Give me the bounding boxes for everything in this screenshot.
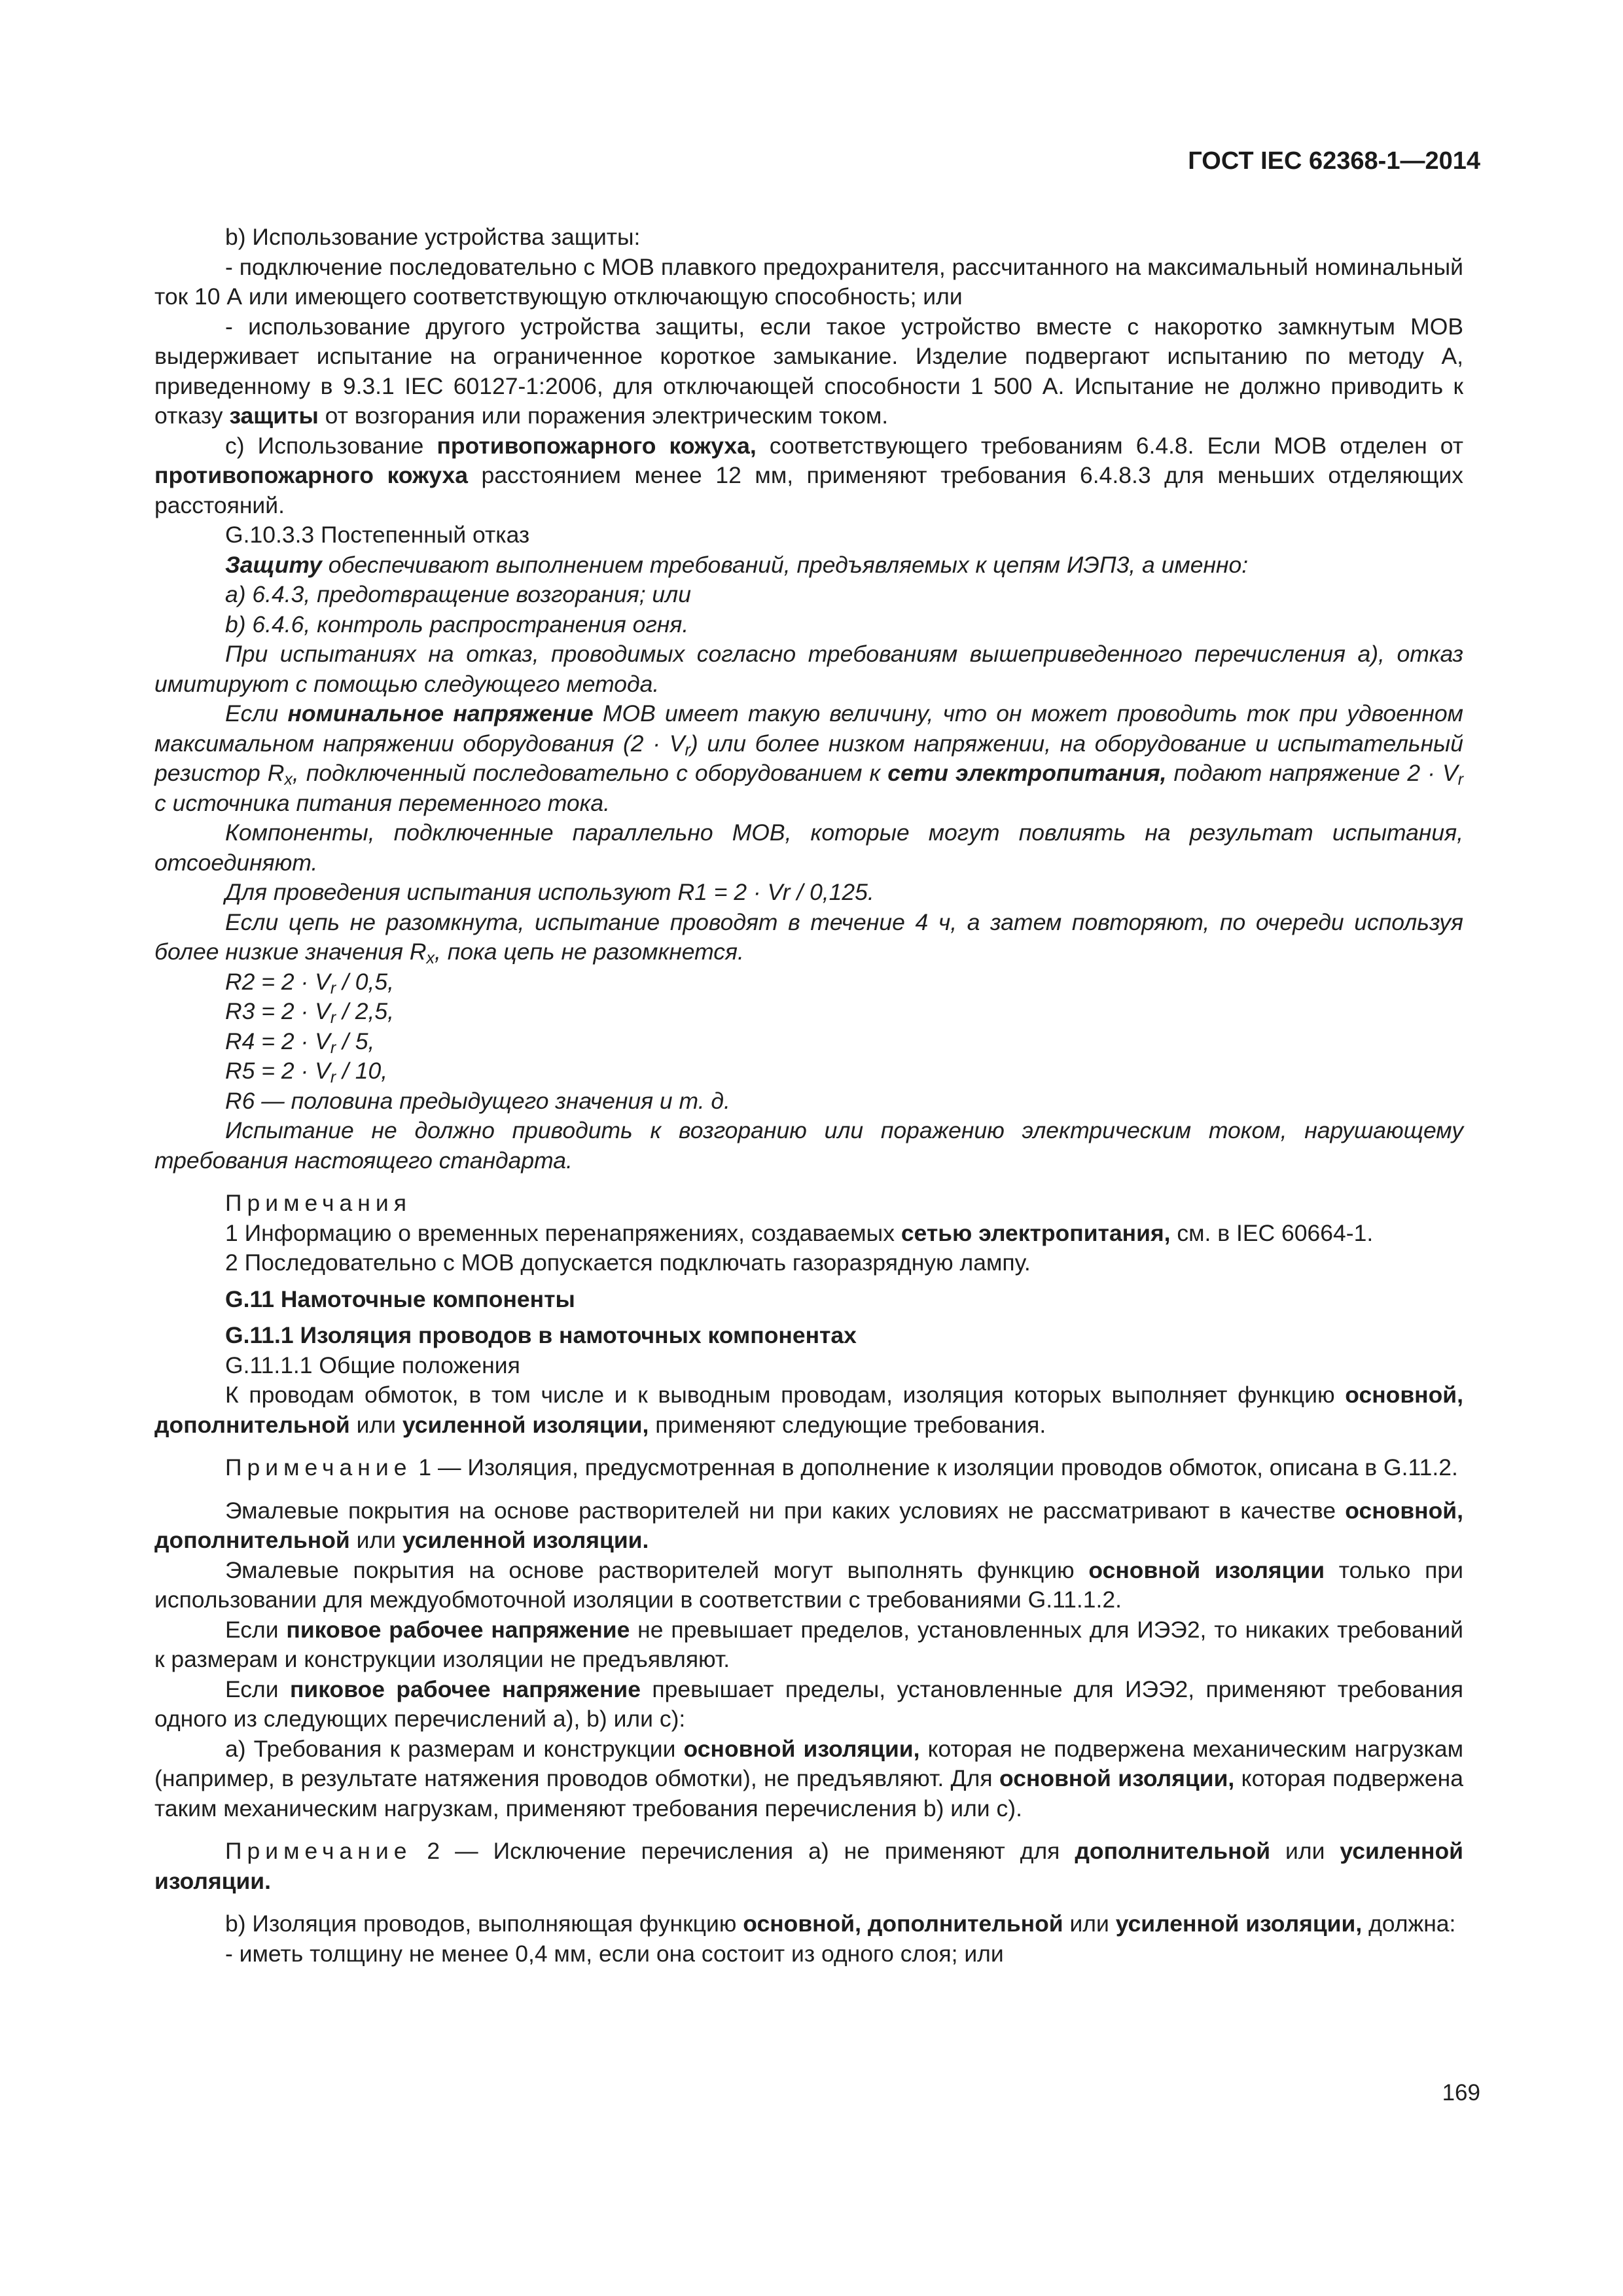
paragraph: Если пиковое рабочее напряжение не превышает пределов, установленных для ИЭЭ2, то никаких требований к размерам и конструкции изоляции не предъявляют.	[154, 1616, 1463, 1672]
note-item: 1 Информацию о временных перенапряжениях, создаваемых сетью электропитания, см. в IEC 60664-1.	[225, 1219, 1374, 1246]
formula-line: $R3 = 2 \cdot V_r / 2,5$,	[225, 998, 394, 1027]
defined-term: усиленной изоляции,	[1115, 1910, 1363, 1937]
paragraph: Компоненты, подключенные параллельно МОВ, которые могут повлиять на результат испытания, отсоединяют.	[154, 819, 1463, 876]
paragraph: К проводам обмоток, в том числе и к выводным проводам, изоляция которых выполняет функцию основной, дополнительной или усиленной изоляции, применяют следующие требования.	[154, 1382, 1463, 1438]
formula-line: $R2 = 2 \cdot V_r / 0,5$,	[225, 968, 394, 997]
defined-term: основной изоляции,	[999, 1765, 1235, 1791]
paragraph: - подключение последовательно с МОВ плавкого предохранителя, рассчитанного на максимальный номинальный ток 10 А или имеющего соответствующую отключающую способность; или	[154, 253, 1463, 310]
defined-term: противопожарного кожуха	[154, 462, 468, 488]
paragraph: Защиту обеспечивают выполнением требований, предъявляемых к цепям ИЭП3, а именно:	[225, 551, 1249, 578]
defined-term: противопожарного кожуха,	[437, 432, 757, 459]
defined-term: основной, дополнительной	[743, 1910, 1063, 1937]
defined-term: основной изоляции	[1088, 1556, 1325, 1583]
formula-line: R6 — половина предыдущего значения и т. д.	[225, 1087, 730, 1114]
paragraph: a) 6.4.3, предотвращение возгорания; или	[225, 581, 691, 607]
paragraph: - иметь толщину не менее 0,4 мм, если она состоит из одного слоя; или	[225, 1940, 1004, 1967]
defined-term: усиленной изоляции.	[402, 1527, 649, 1553]
defined-term: пиковое рабочее напряжение	[289, 1676, 641, 1702]
paragraph: Если пиковое рабочее напряжение превышает пределы, установленные для ИЭЭ2, применяют требования одного из следующих перечислений a), b) или c):	[154, 1676, 1464, 1732]
paragraph: b) 6.4.6, контроль распространения огня.	[225, 611, 689, 637]
standard-designation: ГОСТ IEC 62368-1—2014	[1188, 147, 1480, 175]
paragraph: Эмалевые покрытия на основе растворителей могут выполнять функцию основной изоляции только при использовании для междуобмоточной изоляции в соответствии с требованиями G.11.1.2.	[154, 1556, 1463, 1613]
paragraph: Если номинальное напряжение МОВ имеет такую величину, что он может проводить ток при удвоенном максимальном напряжении оборудования $(2 \cdot V_r)$ или более низком напряжении, на оборудование и испытательный резистор $R_x$, подключенный последовательно с оборудованием к сети электропитания, подают напряжение $2 \cdot V_r$ с источника питания переменного тока.	[154, 700, 1464, 816]
defined-term: дополнительной	[1075, 1838, 1271, 1864]
paragraph: Для проведения испытания используют R1 = 2 · Vr / 0,125.	[225, 879, 874, 905]
paragraph: Испытание не должно приводить к возгоранию или поражению электрическим током, нарушающему требования настоящего стандарта.	[154, 1117, 1463, 1174]
paragraph: Если цепь не разомкнута, испытание проводят в течение 4 ч, а затем повторяют, по очереди используя более низкие значения $R_x$, пока цепь не разомкнется.	[154, 908, 1463, 967]
section-heading: G.11 Намоточные компоненты	[225, 1285, 575, 1312]
defined-term: номинальное напряжение	[287, 700, 594, 726]
defined-term: основной, дополнительной	[154, 1382, 1463, 1438]
notes-heading: Примечания	[225, 1190, 412, 1216]
defined-term: основной изоляции,	[683, 1735, 920, 1762]
subsection-heading: G.11.1 Изоляция проводов в намоточных компонентах	[225, 1322, 857, 1348]
defined-term: защиты	[229, 403, 319, 429]
note: Примечание 2 — Исключение перечисления a) не применяют для дополнительной или усиленной изоляции.	[154, 1838, 1464, 1894]
page-number: 169	[1442, 2080, 1480, 2106]
defined-term: усиленной изоляции.	[154, 1838, 1464, 1894]
document-body	[154, 223, 1463, 1969]
note-item: 2 Последовательно с МОВ допускается подключать газоразрядную лампу.	[225, 1249, 1031, 1276]
clause-heading: G.10.3.3 Постепенный отказ	[225, 522, 530, 548]
note: Примечание 1 — Изоляция, предусмотренная в дополнение к изоляции проводов обмоток, описана в G.11.2.	[225, 1454, 1458, 1480]
defined-term: основной, дополнительной	[154, 1497, 1463, 1553]
clause-heading: G.11.1.1 Общие положения	[225, 1352, 520, 1378]
paragraph: a) Требования к размерам и конструкции основной изоляции, которая не подвержена механическим нагрузкам (например, в результате натяжения проводов обмотки), не предъявляют. Для основной изоляции, которая подвержена таким механическим нагрузкам, применяют требования перечисления b) или c).	[154, 1735, 1464, 1821]
formula-line: $R5 = 2 \cdot V_r / 10$,	[225, 1058, 388, 1086]
defined-term: Защиту	[225, 551, 322, 578]
paragraph: c) Использование противопожарного кожуха, соответствующего требованиям 6.4.8. Если МОВ отделен от противопожарного кожуха расстоянием менее 12 мм, применяют требования 6.4.8.3 для меньших отделяющих расстояний.	[154, 432, 1464, 518]
paragraph: b) Использование устройства защиты:	[225, 224, 641, 250]
paragraph: - использование другого устройства защиты, если такое устройство вместе с накоротко замкнутым МОВ выдерживает испытание на ограниченное короткое замыкание. Изделие подвергают испытанию по методу А, приведенному в 9.3.1 IEC 60127-1:2006, для отключающей способности 1 500 А. Испытание не должно приводить к отказу защиты от возгорания или поражения электрическим током.	[154, 313, 1463, 429]
defined-term: сетью электропитания,	[901, 1219, 1171, 1246]
defined-term: пиковое рабочее напряжение	[286, 1616, 630, 1643]
paragraph: При испытаниях на отказ, проводимых согласно требованиям вышеприведенного перечисления a), отказ имитируют с помощью следующего метода.	[154, 641, 1463, 697]
paragraph: b) Изоляция проводов, выполняющая функцию основной, дополнительной или усиленной изоляции, должна:	[225, 1910, 1456, 1937]
formula-line: $R4 = 2 \cdot V_r / 5$,	[225, 1028, 375, 1057]
defined-term: усиленной изоляции,	[402, 1411, 649, 1438]
paragraph: Эмалевые покрытия на основе растворителей ни при каких условиях не рассматривают в качестве основной, дополнительной или усиленной изоляции.	[154, 1497, 1463, 1553]
defined-term: сети электропитания,	[887, 760, 1167, 786]
